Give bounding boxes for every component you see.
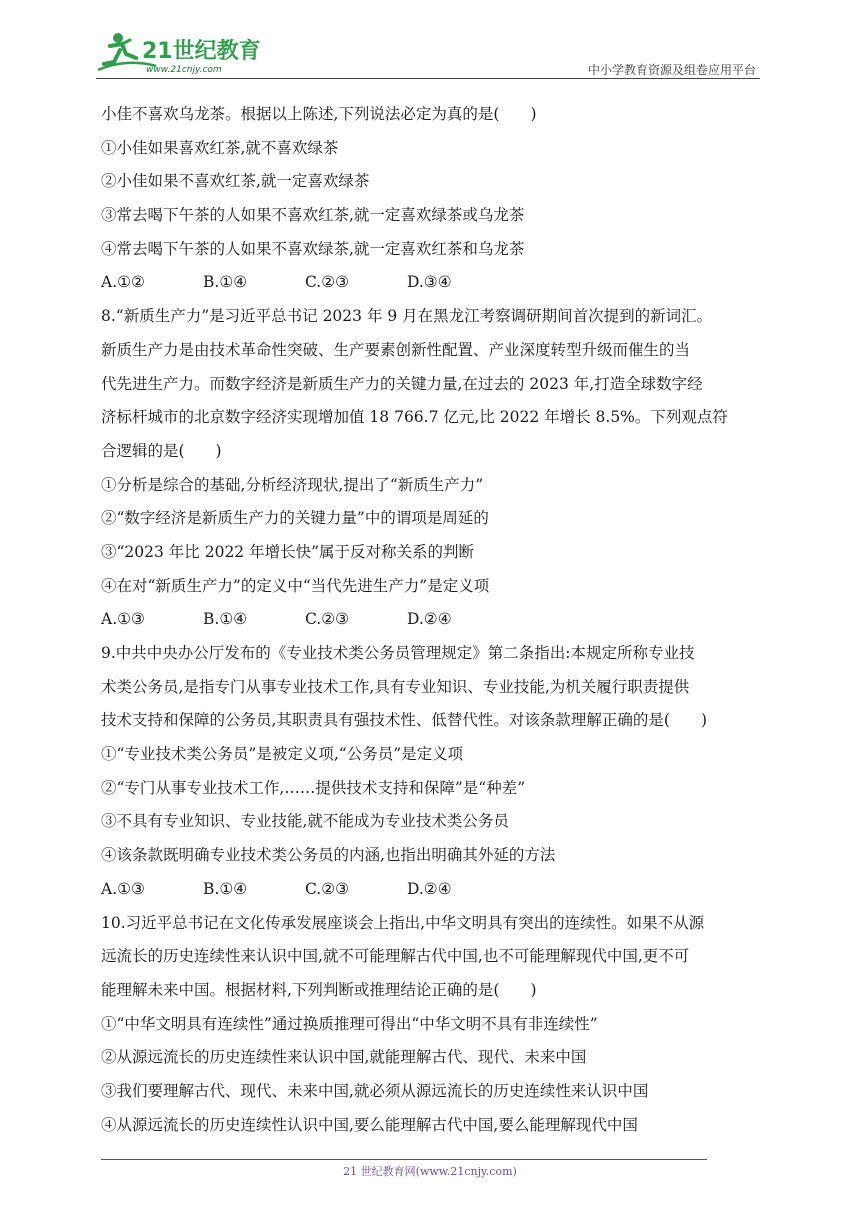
q8-stem: 济标杆城市的北京数字经济实现增加值 18 766.7 亿元,比 2022 年增长 8.5%。下列观点符 — [101, 408, 728, 427]
q7-statement: ③常去喝下午茶的人如果不喜欢红茶,就一定喜欢绿茶或乌龙茶 — [101, 206, 525, 225]
site-logo[interactable] — [96, 28, 286, 78]
q7-statement: ②小佳如果不喜欢红茶,就一定喜欢绿茶 — [101, 172, 370, 191]
q9-statement: ①“专业技术类公务员”是被定义项,“公务员”是定义项 — [101, 745, 464, 764]
q10-stem: 10.习近平总书记在文化传承发展座谈会上指出,中华文明具有突出的连续性。如果不从源 — [101, 913, 705, 932]
page-header — [96, 28, 756, 80]
q7-option-c[interactable]: C.②③ — [305, 273, 350, 292]
q7-statement: ④常去喝下午茶的人如果不喜欢绿茶,就一定喜欢红茶和乌龙茶 — [101, 239, 525, 258]
logo-url: www.21cnjy.com — [146, 65, 222, 75]
q10-statement: ②从源远流长的历史连续性来认识中国,就能理解古代、现代、未来中国 — [101, 1048, 587, 1067]
q8-stem: 8.“新质生产力”是习近平总书记 2023 年 9 月在黑龙江考察调研期间首次提到的新词汇。 — [101, 307, 713, 326]
q10-stem: 远流长的历史连续性来认识中国,就不可能理解古代中国,也不可能理解现代中国,更不可 — [101, 947, 690, 966]
q8-option-c[interactable]: C.②③ — [305, 610, 350, 629]
q9-options — [101, 873, 765, 907]
q8-statement: ②“数字经济是新质生产力的关键力量”中的谓项是周延的 — [101, 509, 489, 528]
q9-stem: 术类公务员,是指专门从事专业技术工作,具有专业知识、专业技能,为机关履行职责提供 — [101, 677, 690, 696]
q8-stem: 代先进生产力。而数字经济是新质生产力的关键力量,在过去的 2023 年,打造全球数字经 — [101, 374, 703, 393]
q8-option-b[interactable]: B.①④ — [203, 610, 248, 629]
q7-option-b[interactable]: B.①④ — [203, 273, 248, 292]
q8-statement: ③“2023 年比 2022 年增长快”属于反对称关系的判断 — [101, 542, 475, 561]
q8-option-d[interactable]: D.②④ — [407, 610, 452, 629]
q9-stem: 9.中共中央办公厅发布的《专业技术类公务员管理规定》第二条指出:本规定所称专业技 — [101, 644, 695, 662]
header-divider — [96, 78, 760, 79]
q8-option-a[interactable]: A.①③ — [101, 610, 145, 629]
q10-statement: ①“中华文明具有连续性”通过换质推理可得出“中华文明不具有非连续性” — [101, 1014, 598, 1033]
q7-option-d[interactable]: D.③④ — [407, 273, 452, 292]
footer-source[interactable]: 21 世纪教育网(www.21cnjy.com) — [343, 1165, 517, 1178]
q7-stem-end: 小佳不喜欢乌龙茶。根据以上陈述,下列说法必定为真的是( ) — [101, 105, 537, 123]
q9-option-c[interactable]: C.②③ — [305, 879, 350, 898]
q8-stem: 合逻辑的是( ) — [101, 441, 222, 460]
q8-options — [101, 603, 765, 637]
q9-statement: ④该条款既明确专业技术类公务员的内涵,也指出明确其外延的方法 — [101, 846, 556, 865]
q8-stem: 新质生产力是由技术革命性突破、生产要素创新性配置、产业深度转型升级而催生的当 — [101, 340, 691, 359]
q10-statement: ③我们要理解古代、现代、未来中国,就必须从源远流长的历史连续性来认识中国 — [101, 1081, 649, 1100]
question-content — [101, 98, 765, 1142]
q8-statement: ④在对“新质生产力”的定义中“当代先进生产力”是定义项 — [101, 576, 490, 595]
q9-option-b[interactable]: B.①④ — [203, 879, 248, 898]
q7-options — [101, 266, 765, 300]
q9-statement: ②“专门从事专业技术工作,……提供技术支持和保障”是“种差” — [101, 778, 526, 797]
footer-divider — [101, 1159, 707, 1160]
platform-name: 中小学教育资源及组卷应用平台 — [587, 63, 756, 77]
q8-statement: ①分析是综合的基础,分析经济现状,提出了“新质生产力” — [101, 475, 484, 494]
q9-stem: 技术支持和保障的公务员,其职责具有强技术性、低替代性。对该条款理解正确的是( ) — [101, 711, 708, 730]
q9-option-d[interactable]: D.②④ — [407, 879, 452, 898]
q10-stem: 能理解未来中国。根据材料,下列判断或推理结论正确的是( ) — [101, 980, 537, 999]
q9-statement: ③不具有专业知识、专业技能,就不能成为专业技术类公务员 — [101, 812, 509, 831]
q7-statement: ①小佳如果喜欢红茶,就不喜欢绿茶 — [101, 138, 339, 157]
q7-option-a[interactable]: A.①② — [101, 273, 145, 292]
q9-option-a[interactable]: A.①③ — [101, 879, 145, 898]
q10-statement: ④从源远流长的历史连续性认识中国,要么能理解古代中国,要么能理解现代中国 — [101, 1115, 638, 1134]
logo-text: 21世纪教育 — [142, 39, 261, 64]
